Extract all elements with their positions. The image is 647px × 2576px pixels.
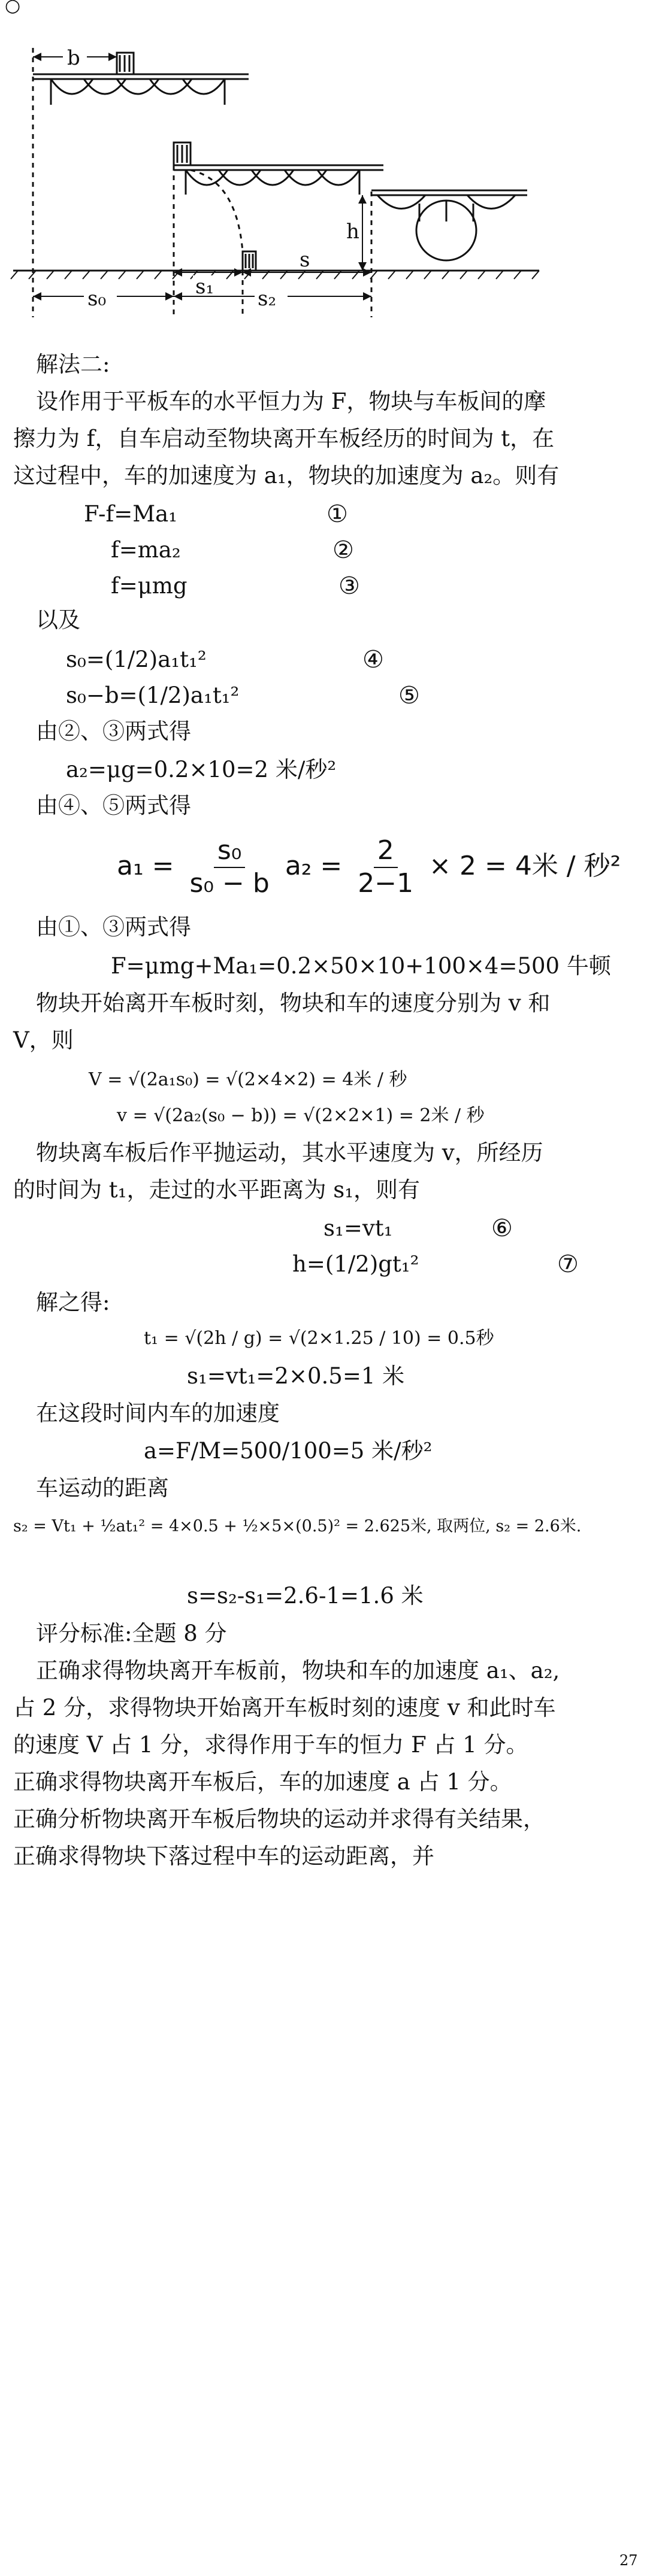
para6-line4: 正确求得物块离开车板后，车的加速度 a 占 1 分。	[13, 1769, 512, 1795]
para6-line6: 正确求得物块下落过程中车的运动距离，并	[13, 1843, 434, 1869]
para1-line3: 这过程中，车的加速度为 a₁，物块的加速度为 a₂。则有	[13, 463, 560, 489]
eq-a1-rhs: × 2 = 4米 / 秒²	[429, 850, 621, 881]
para6-line3: 的速度 V 占 1 分，求得作用于车的恒力 F 占 1 分。	[13, 1732, 528, 1758]
eq-t1: t₁ = √(2h / g) = √(2×1.25 / 10) = 0.5秒	[144, 1328, 494, 1349]
eq6-number: ⑥	[491, 1215, 513, 1242]
eq6: s₁=vt₁	[324, 1215, 393, 1241]
para6-line1: 正确求得物块离开车板前，物块和车的加速度 a₁、a₂,	[36, 1658, 560, 1683]
eq-F: F=μmg+Ma₁=0.2×50×10+100×4=500 牛顿	[111, 953, 611, 979]
frac-2: $\frac{2}{2-1}$	[358, 835, 414, 899]
upper-cart-arches	[51, 79, 225, 94]
eq-a1	[117, 835, 621, 900]
para3-line2: 的时间为 t₁，走过的水平距离为 s₁，则有	[13, 1177, 421, 1203]
para6-line5: 正确分析物块离开车板后物块的运动并求得有关结果，	[13, 1806, 545, 1832]
eq2: f=ma₂	[111, 537, 181, 563]
from-2-3: 由②、③两式得	[36, 718, 191, 744]
eq-v: v = √(2a₂(s₀ − b)) = √(2×2×1) = 2米 / 秒	[117, 1105, 485, 1126]
from-4-5: 由④、⑤两式得	[36, 793, 191, 818]
eq5-number: ⑤	[398, 682, 420, 709]
para6-line2: 占 2 分，求得物块开始离开车板时刻的速度 v 和此时车	[13, 1695, 556, 1721]
middle-cart-arches	[186, 170, 359, 185]
para2-line1: 物块开始离开车板时刻，物块和车的速度分别为 v 和	[36, 990, 551, 1016]
eq-a2: a₂=μg=0.2×10=2 米/秒²	[66, 757, 337, 782]
eq-V: V = √(2a₁s₀) = √(2×4×2) = 4米 / 秒	[89, 1069, 407, 1090]
eq-s: s=s₂-s₁=2.6-1=1.6 米	[187, 1583, 424, 1609]
eq4: s₀=(1/2)a₁t₁²	[66, 647, 207, 672]
physics-diagram	[0, 24, 647, 347]
heading-method-2: 解法二:	[36, 351, 110, 377]
para5: 车运动的距离	[36, 1475, 169, 1501]
eq7-number: ⑦	[557, 1251, 579, 1278]
yiji-text: 以及	[36, 607, 80, 633]
para1-line1: 设作用于平板车的水平恒力为 F，物块与车板间的摩	[36, 389, 546, 414]
eq1-number: ①	[326, 500, 348, 528]
from-1-3: 由①、③两式得	[36, 914, 191, 940]
label-s: s	[300, 248, 310, 272]
para3-line1: 物块离车板后作平抛运动，其水平速度为 v，所经历	[36, 1140, 543, 1166]
eq3: f=μmg	[111, 573, 188, 599]
eq7: h=(1/2)gt₁²	[292, 1251, 419, 1277]
eq-s2: s₂ = Vt₁ + ½at₁² = 4×0.5 + ½×5×(0.5)² = 2.625米, 取两位, s₂ = 2.6米.	[13, 1517, 582, 1536]
eq4-number: ④	[362, 646, 384, 673]
jiezhi-text: 解之得:	[36, 1289, 110, 1315]
label-s2: s₂	[258, 287, 277, 311]
label-s0: s₀	[87, 287, 107, 311]
para2-line2: V，则	[13, 1027, 74, 1053]
para1-line2: 擦力为 f，自车启动至物块离开车板经历的时间为 t，在	[13, 426, 555, 451]
top-mark: ○	[5, 0, 21, 16]
eq-a: a=F/M=500/100=5 米/秒²	[144, 1438, 433, 1464]
eq5: s₀−b=(1/2)a₁t₁²	[66, 682, 240, 708]
label-h: h	[346, 220, 359, 244]
eq-a1-mid: a₂ =	[285, 850, 343, 881]
eq-s1: s₁=vt₁=2×0.5=1 米	[187, 1363, 405, 1389]
label-s1: s₁	[195, 275, 214, 299]
para4: 在这段时间内车的加速度	[36, 1400, 280, 1426]
eq3-number: ③	[338, 572, 360, 600]
frac-s0: $\frac{\text{s₀}}{\text{s₀ − b}}$	[189, 835, 270, 899]
label-b: b	[67, 46, 80, 70]
score-title: 评分标准:全题 8 分	[36, 1621, 227, 1646]
page-number: 27	[619, 2552, 638, 2569]
eq-a1-lhs: a₁ =	[117, 850, 174, 881]
eq2-number: ②	[332, 536, 354, 564]
eq1: F-f=Ma₁	[84, 501, 177, 527]
